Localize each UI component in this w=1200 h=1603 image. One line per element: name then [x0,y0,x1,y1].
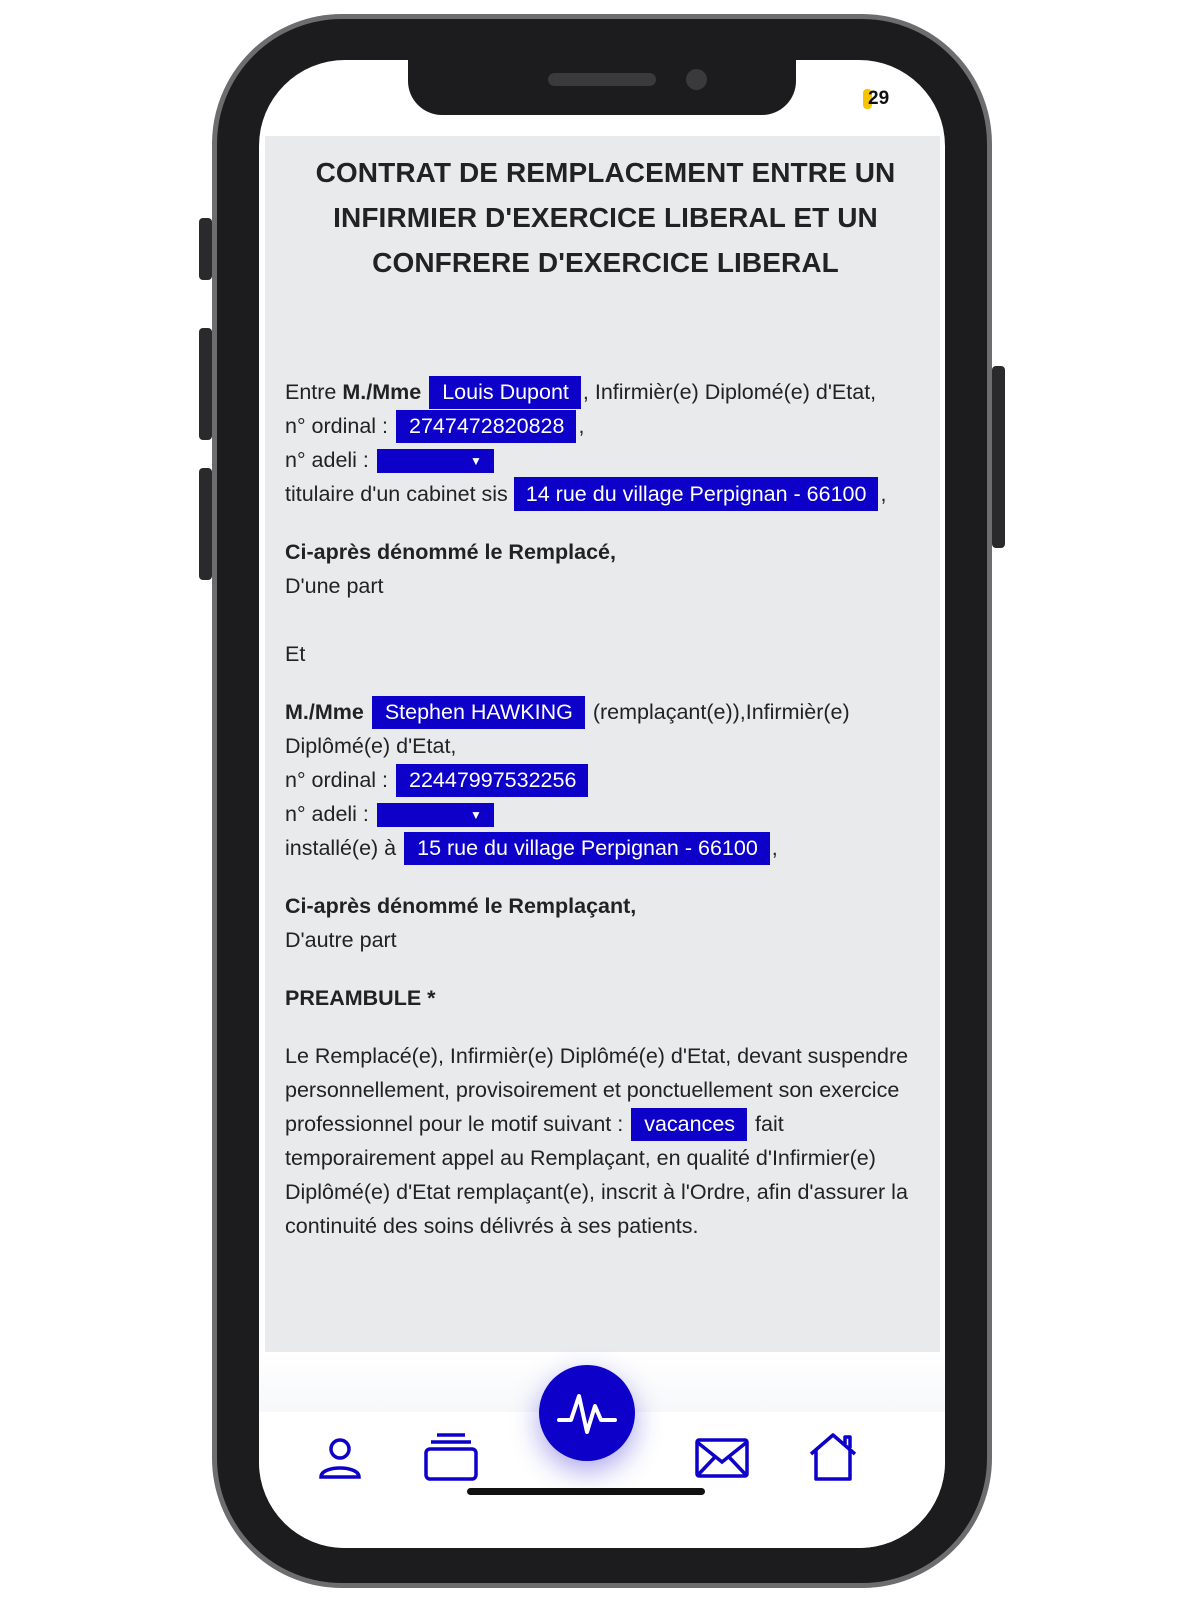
documents-icon[interactable] [423,1432,479,1487]
replacement-after-name: (remplaçant(e)),Infirmièr(e) Diplômé(e) d'Etat, [285,700,850,758]
replacement-adeli-label: n° adeli : [285,802,369,826]
home-icon[interactable] [807,1432,859,1487]
replaced-name-field[interactable]: Louis Dupont [429,376,581,409]
camera [686,69,707,90]
status-time [863,88,889,110]
preamble-text-after: fait temporairement appel au Remplaçant, en qualité d'Infirmier(e) Diplômé(e) d'Etat remplaçant(e), inscrit à l'Ordre, afin d'assurer la continuité des soins délivrés à ses patients. [285,1112,908,1238]
replaced-adeli-label: n° adeli : [285,448,369,472]
replaced-ordinal-field[interactable]: 2747472820828 [396,410,576,443]
activity-button[interactable] [539,1365,635,1461]
preamble-heading: PREAMBULE * [285,986,436,1010]
mail-icon[interactable] [695,1438,749,1483]
phone-screen [259,60,945,1548]
silent-switch [199,218,212,280]
replacement-party: M./Mme Stephen HAWKING (remplaçant(e)),Infirmièr(e) Diplômé(e) d'Etat, n° ordinal : 22447997532256 n° adeli : ▼ installé(e) à 15 rue du village Perpignan - 66100 , [285,695,926,865]
replaced-designation: Ci-après dénommé le Remplacé, [285,540,616,564]
volume-down-button [199,468,212,580]
speaker [548,73,656,86]
replaced-part: D'une part [285,574,384,598]
status-time-text: 29 [868,88,890,109]
replaced-ordinal-label: n° ordinal : [285,414,389,438]
reason-field[interactable]: vacances [631,1108,747,1141]
volume-up-button [199,328,212,440]
preamble-text [285,1039,926,1243]
home-indicator[interactable] [467,1488,705,1495]
preamble-text-before: Le Remplacé(e), Infirmièr(e) Diplômé(e) d'Etat, devant suspendre personnellement, provisoirement et ponctuellement son exercice professionnel pour le motif suivant : [285,1044,909,1136]
and-label: Et [285,642,306,666]
activity-icon [557,1390,617,1436]
replaced-adeli-select[interactable]: ▼ [377,449,494,473]
notch [408,60,796,115]
contract-title: CONTRAT DE REMPLACEMENT ENTRE UN INFIRMIER D'EXERCICE LIBERAL ET UN CONFRERE D'EXERCICE LIBERAL [315,157,896,278]
replaced-label: M./Mme [342,380,422,404]
replaced-party: Entre M./Mme Louis Dupont , Infirmièr(e) Diplomé(e) d'Etat, n° ordinal : 2747472820828 , n° adeli : ▼ titulaire d'un cabinet sis 14 rue du village Perpignan - 66100 , [285,375,926,511]
replacement-designation: Ci-après dénommé le Remplaçant, [285,894,637,918]
replaced-cabinet-label: titulaire d'un cabinet sis [285,482,508,506]
replacement-ordinal-label: n° ordinal : [285,768,389,792]
contract-document[interactable] [265,136,940,1368]
replaced-after-name: , Infirmièr(e) Diplomé(e) d'Etat, [582,380,877,404]
replaced-address-field[interactable]: 14 rue du village Perpignan - 66100 [514,477,879,511]
intro-prefix: Entre [285,380,343,404]
power-button [992,366,1005,548]
replacement-address-field[interactable]: 15 rue du village Perpignan - 66100 [404,832,770,865]
replacement-label: M./Mme [285,700,364,724]
replacement-part: D'autre part [285,928,397,952]
replacement-name-field[interactable]: Stephen HAWKING [372,696,585,729]
profile-icon[interactable] [317,1435,363,1486]
replacement-adeli-select[interactable]: ▼ [377,803,494,827]
replacement-ordinal-field[interactable]: 22447997532256 [396,764,588,797]
replacement-installed-label: installé(e) à [285,836,397,860]
